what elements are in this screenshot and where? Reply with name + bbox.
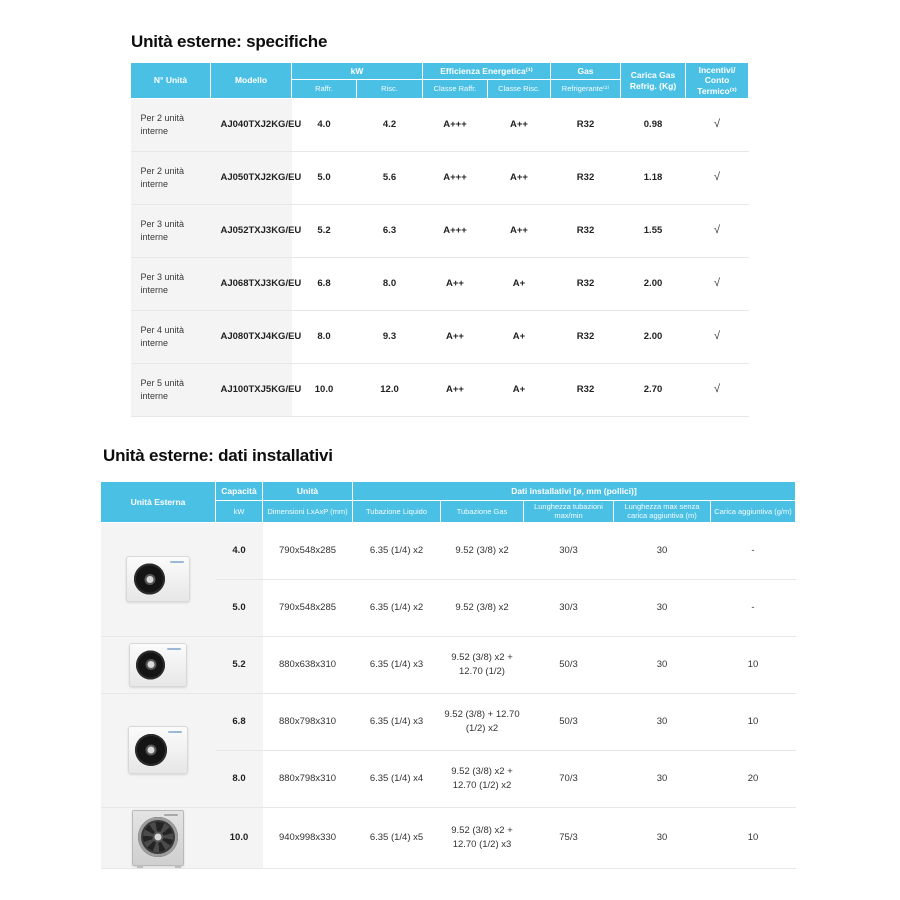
cell-capacita: 6.8 [216, 693, 263, 750]
cell-kw-raffr: 5.0 [292, 152, 357, 205]
specs-row [131, 205, 749, 258]
cell-tubazione-gas: 9.52 (3/8) x2 [441, 579, 524, 636]
cell-modello: AJ040TXJ2KG/EU [211, 99, 292, 152]
specs-row [131, 258, 749, 311]
cell-tubazione-liquido: 6.35 (1/4) x4 [353, 750, 441, 807]
outdoor-unit-image-cell [101, 636, 216, 693]
cell-carica-gas: 1.18 [621, 152, 686, 205]
col-header-incentivi: Incentivi/ Conto Termico⁽³⁾ [686, 63, 749, 99]
cell-tubazione-gas: 9.52 (3/8) + 12.70 (1/2) x2 [441, 693, 524, 750]
cell-capacita: 5.2 [216, 636, 263, 693]
cell-lunghezza-max-senza-carica: 30 [656, 544, 668, 556]
cell-lunghezza-tubazioni: 30/3 [559, 544, 578, 556]
cell-kw-raffr: 4.0 [317, 119, 331, 131]
cell-dimensioni: 790x548x285 [263, 579, 353, 636]
cell-tubazione-liquido: 6.35 (1/4) x2 [369, 544, 424, 556]
cell-n-unita: Per 4 unità interne [131, 311, 211, 364]
cell-classe-risc: A++ [488, 152, 551, 205]
cell-lunghezza-tubazioni: 30/3 [524, 579, 614, 636]
cell-modello: AJ080TXJ4KG/EU [211, 311, 292, 364]
install-row [101, 522, 796, 579]
fan-hub-icon [148, 747, 155, 754]
col-group-dati-installativi: Dati installativi [ø, mm (pollici)] [353, 482, 796, 501]
cell-tubazione-liquido: 6.35 (1/4) x5 [353, 807, 441, 868]
cell-classe-raffr: A+++ [423, 205, 488, 258]
cell-modello: AJ100TXJ5KG/EU [211, 364, 292, 417]
outdoor-unit-image-cell [101, 807, 216, 868]
col-header-unita-esterna: Unità Esterna [101, 482, 216, 523]
specs-row [131, 152, 749, 205]
cell-lunghezza-max-senza-carica: 30 [614, 579, 711, 636]
fan-icon [138, 817, 178, 857]
col-header-n-unita: N° Unità [131, 63, 211, 99]
cell-classe-risc: A+ [488, 258, 551, 311]
col-group-capacita: Capacità [216, 482, 263, 501]
cell-carica-aggiuntiva: 10 [711, 636, 796, 693]
brand-logo-strip [170, 561, 184, 563]
cell-refrigerante: R32 [551, 364, 621, 417]
cell-incentivi: √ [686, 364, 749, 417]
cell-tubazione-gas: 9.52 (3/8) x2 + 12.70 (1/2) [441, 636, 524, 693]
col-header-dimensioni: Dimensioni LxAxP (mm) [263, 501, 353, 523]
col-header-tubazione-liquido: Tubazione Liquido [353, 501, 441, 523]
cell-lunghezza-max-senza-carica: 30 [614, 693, 711, 750]
cell-classe-risc: A++ [488, 205, 551, 258]
outdoor-unit-photo [128, 726, 188, 774]
specs-title: Unità esterne: specifiche [131, 32, 328, 51]
cell-tubazione-gas: 9.52 (3/8) x2 + 12.70 (1/2) x2 [441, 750, 524, 807]
specs-table-body [131, 99, 749, 417]
fan-hub-icon [147, 661, 154, 668]
fan-icon [134, 564, 165, 595]
cell-tubazione-liquido: 6.35 (1/4) x3 [353, 693, 441, 750]
cell-tubazione-gas: 9.52 (3/8) x2 [455, 544, 509, 556]
col-header-carica-aggiuntiva: Carica aggiuntiva (g/m) [711, 501, 796, 523]
cell-classe-raffr: A+++ [443, 119, 467, 131]
install-row [101, 636, 796, 693]
cell-modello: AJ068TXJ3KG/EU [211, 258, 292, 311]
cell-carica-aggiuntiva: 10 [711, 807, 796, 868]
specs-row [131, 364, 749, 417]
install-row [101, 693, 796, 750]
cell-dimensioni: 880x798x310 [263, 750, 353, 807]
cell-tubazione-liquido: 6.35 (1/4) x2 [353, 579, 441, 636]
cell-dimensioni: 880x798x310 [263, 693, 353, 750]
cell-carica-gas: 2.00 [621, 311, 686, 364]
fan-hub-icon [146, 576, 153, 583]
cell-carica-gas: 0.98 [643, 119, 663, 131]
cell-carica-aggiuntiva: 20 [711, 750, 796, 807]
cell-n-unita: Per 5 unità interne [131, 364, 211, 417]
col-header-classe-raffr: Classe Raffr. [423, 80, 488, 99]
cell-modello: AJ050TXJ2KG/EU [211, 152, 292, 205]
cell-carica-gas: 1.55 [621, 205, 686, 258]
install-table-body [101, 522, 796, 868]
cell-tubazione-liquido: 6.35 (1/4) x3 [353, 636, 441, 693]
install-title: Unità esterne: dati installativi [103, 446, 333, 465]
cell-kw-risc: 5.6 [357, 152, 423, 205]
cell-n-unita: Per 3 unità interne [131, 205, 211, 258]
cell-capacita: 8.0 [216, 750, 263, 807]
specs-row [131, 311, 749, 364]
cell-carica-gas: 2.00 [621, 258, 686, 311]
install-table [100, 481, 796, 869]
cell-classe-raffr: A++ [423, 311, 488, 364]
col-group-efficienza: Efficienza Energetica⁽¹⁾ [423, 63, 551, 80]
cell-classe-risc: A+ [488, 364, 551, 417]
cell-classe-risc: A+ [488, 311, 551, 364]
cell-lunghezza-tubazioni: 50/3 [524, 636, 614, 693]
cell-lunghezza-tubazioni: 50/3 [524, 693, 614, 750]
col-header-lunghezza-max: Lunghezza max senza carica aggiuntiva (m) [614, 501, 711, 523]
cell-classe-raffr: A++ [423, 258, 488, 311]
cell-incentivi: √ [686, 152, 749, 205]
col-header-classe-risc: Classe Risc. [488, 80, 551, 99]
cell-dimensioni: 940x998x330 [263, 807, 353, 868]
cell-capacita: 10.0 [216, 807, 263, 868]
specs-section [130, 32, 748, 417]
specs-table [130, 62, 749, 417]
fan-icon [136, 650, 165, 679]
fan-hub-icon [155, 833, 162, 840]
cell-dimensioni: 880x638x310 [263, 636, 353, 693]
install-row [101, 807, 796, 868]
cell-classe-raffr: A+++ [423, 152, 488, 205]
outdoor-unit-image-cell [101, 693, 216, 807]
cell-refrigerante: R32 [551, 205, 621, 258]
brand-logo-strip [167, 648, 181, 650]
cell-capacita: 5.0 [216, 579, 263, 636]
cell-carica-aggiuntiva: 10 [711, 693, 796, 750]
cell-kw-risc: 6.3 [357, 205, 423, 258]
cell-dimensioni: 790x548x285 [278, 544, 337, 556]
cell-classe-raffr: A++ [423, 364, 488, 417]
cell-kw-risc: 4.2 [382, 119, 397, 131]
col-group-gas: Gas [551, 63, 621, 80]
col-group-unita: Unità [263, 482, 353, 501]
cell-incentivi: √ [686, 311, 749, 364]
cell-kw-raffr: 8.0 [292, 311, 357, 364]
cell-lunghezza-max-senza-carica: 30 [614, 750, 711, 807]
col-header-carica-gas: Carica Gas Refrig. (Kg) [621, 63, 686, 99]
cell-incentivi: √ [713, 118, 721, 131]
cell-refrigerante: R32 [551, 152, 621, 205]
cell-kw-risc: 8.0 [357, 258, 423, 311]
brand-logo-strip [164, 814, 178, 816]
cell-kw-raffr: 10.0 [292, 364, 357, 417]
outdoor-unit-photo [132, 810, 184, 866]
cell-carica-aggiuntiva: - [751, 544, 755, 556]
col-group-kw: kW [292, 63, 423, 80]
cell-kw-risc: 12.0 [357, 364, 423, 417]
fan-icon [135, 734, 167, 766]
cell-tubazione-gas: 9.52 (3/8) x2 + 12.70 (1/2) x3 [441, 807, 524, 868]
cell-lunghezza-tubazioni: 75/3 [524, 807, 614, 868]
cell-lunghezza-max-senza-carica: 30 [614, 807, 711, 868]
cell-modello: AJ052TXJ3KG/EU [211, 205, 292, 258]
cell-n-unita: Per 2 unità interne [131, 152, 211, 205]
brand-logo-strip [168, 731, 182, 733]
col-header-refrigerante: Refrigerante⁽²⁾ [551, 80, 621, 99]
cell-kw-risc: 9.3 [357, 311, 423, 364]
cell-incentivi: √ [686, 205, 749, 258]
cell-lunghezza-max-senza-carica: 30 [614, 636, 711, 693]
install-table-header [101, 482, 796, 523]
col-header-tubazione-gas: Tubazione Gas [441, 501, 524, 523]
cell-refrigerante: R32 [576, 119, 595, 131]
outdoor-unit-photo [129, 643, 187, 687]
cell-carica-aggiuntiva: - [711, 579, 796, 636]
cell-kw-raffr: 5.2 [292, 205, 357, 258]
cell-classe-risc: A++ [510, 119, 528, 131]
cell-incentivi: √ [686, 258, 749, 311]
col-header-raffr: Raffr. [292, 80, 357, 99]
cell-refrigerante: R32 [551, 258, 621, 311]
cell-n-unita: Per 3 unità interne [131, 258, 211, 311]
specs-table-header [131, 63, 749, 99]
cell-lunghezza-tubazioni: 70/3 [524, 750, 614, 807]
cell-n-unita: Per 2 unità interne [131, 99, 211, 152]
install-section [100, 446, 795, 869]
cell-carica-gas: 2.70 [621, 364, 686, 417]
col-header-kw: kW [216, 501, 263, 523]
cell-capacita: 4.0 [216, 522, 263, 579]
cell-refrigerante: R32 [551, 311, 621, 364]
col-header-modello: Modello [211, 63, 292, 99]
col-header-lunghezza-tubazioni: Lunghezza tubazioni max/min [524, 501, 614, 523]
cell-kw-raffr: 6.8 [292, 258, 357, 311]
col-header-risc: Risc. [357, 80, 423, 99]
outdoor-unit-photo [126, 556, 190, 602]
outdoor-unit-image-cell [101, 522, 216, 636]
specs-row [131, 99, 749, 152]
